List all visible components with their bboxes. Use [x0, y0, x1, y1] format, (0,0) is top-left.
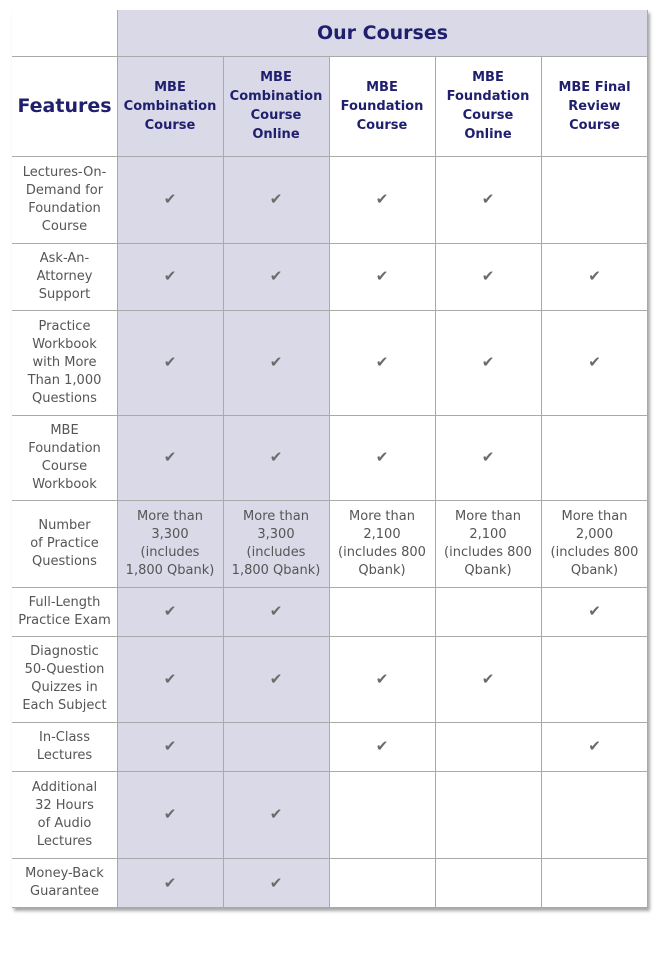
feature-label	[12, 771, 117, 858]
column-divider	[647, 10, 648, 908]
table-cell	[435, 415, 541, 500]
text-line: Demand for	[25, 182, 104, 198]
checkmark-icon: ✔	[588, 353, 601, 371]
text-line: Course	[144, 117, 196, 133]
text-line: 3,300	[257, 526, 295, 542]
row-divider	[12, 722, 648, 723]
table-cell	[117, 722, 223, 771]
page-title: Our Courses	[316, 22, 449, 44]
column-divider	[117, 10, 118, 908]
checkmark-icon: ✔	[163, 873, 177, 892]
checkmark-icon: ✔	[163, 448, 177, 466]
text-line: Course	[569, 117, 620, 133]
cell-text	[338, 508, 426, 580]
row-divider	[12, 858, 648, 859]
text-line: Foundation	[28, 440, 101, 456]
checkmark-icon: ✔	[269, 267, 283, 285]
table-cell	[435, 771, 541, 858]
cell-text	[37, 250, 93, 304]
text-line: Ask-An-	[39, 250, 90, 266]
text-line: More than	[243, 508, 309, 524]
text-line: of Audio	[37, 815, 92, 831]
checkmark-icon: ✔	[375, 448, 389, 466]
text-line: 2,000	[575, 526, 614, 542]
text-line: Quizzes in	[31, 680, 98, 695]
text-line: In-Class	[39, 729, 90, 745]
row-divider	[12, 415, 648, 416]
table-cell	[541, 587, 648, 636]
text-line: Guarantee	[30, 884, 99, 899]
table-cell	[117, 771, 223, 858]
table-cell	[541, 858, 648, 908]
text-line: Course	[41, 218, 88, 234]
checkmark-icon: ✔	[269, 448, 283, 466]
checkmark-icon: ✔	[163, 602, 177, 620]
cell-text	[23, 164, 107, 236]
course-header-3	[329, 56, 435, 156]
table-cell	[329, 587, 435, 636]
text-line: Questions	[32, 390, 97, 406]
text-line: Course	[462, 108, 514, 123]
text-line: Qbank)	[358, 562, 406, 578]
checkmark-icon: ✔	[269, 190, 283, 208]
feature-label	[12, 636, 117, 722]
text-line: Foundation	[446, 89, 530, 104]
table-cell	[329, 310, 435, 415]
cell-text	[25, 865, 104, 901]
text-line: Than 1,000	[27, 372, 102, 388]
cell-text	[32, 779, 97, 851]
table-cell	[541, 771, 648, 858]
table-cell	[117, 500, 223, 587]
feature-label	[12, 722, 117, 771]
text-line: Combination	[229, 89, 323, 104]
table-cell	[223, 415, 329, 500]
row-divider	[12, 500, 648, 501]
text-line: 32 Hours	[35, 797, 94, 813]
text-line: Workbook	[32, 336, 97, 352]
table-cell	[223, 636, 329, 722]
text-line: Attorney	[36, 268, 93, 284]
course-name	[124, 78, 217, 135]
text-line: Combination	[123, 98, 217, 114]
cell-text	[444, 508, 532, 580]
checkmark-icon: ✔	[163, 669, 177, 688]
text-line: Online	[464, 127, 512, 142]
text-line: MBE Final	[558, 79, 631, 95]
text-line: (includes 800	[338, 544, 426, 560]
text-line: Each Subject	[22, 698, 107, 713]
table-cell	[117, 156, 223, 243]
table-cell	[541, 243, 648, 310]
text-line: 1,800 Qbank)	[231, 562, 321, 578]
feature-label	[12, 415, 117, 500]
text-line: Course	[250, 108, 302, 123]
table-cell	[541, 415, 648, 500]
row-divider	[12, 56, 648, 57]
text-line: Diagnostic	[30, 644, 99, 659]
text-line: Practice	[38, 318, 91, 334]
table-cell	[541, 156, 648, 243]
text-line: 3,300	[151, 526, 189, 542]
text-line: Workbook	[32, 476, 97, 492]
table-cell	[329, 771, 435, 858]
text-line: 50-Question	[24, 662, 105, 677]
feature-label	[12, 858, 117, 908]
table-cell	[117, 858, 223, 908]
text-line: with More	[32, 354, 97, 370]
text-line: MBE	[472, 70, 504, 85]
checkmark-icon: ✔	[375, 190, 389, 208]
course-name	[447, 68, 530, 144]
feature-label	[12, 500, 117, 587]
checkmark-icon: ✔	[481, 190, 495, 208]
cell-text	[551, 508, 639, 580]
column-divider	[435, 56, 436, 908]
text-line: Foundation	[340, 98, 424, 114]
text-line: Additional	[31, 779, 98, 795]
column-divider	[329, 56, 330, 908]
table-cell	[117, 636, 223, 722]
checkmark-icon: ✔	[588, 602, 601, 620]
course-header-2	[223, 56, 329, 156]
cell-text	[232, 508, 321, 580]
text-line: (includes	[246, 544, 306, 560]
text-line: Support	[38, 286, 91, 302]
text-line: More than	[455, 508, 521, 524]
table-cell	[329, 243, 435, 310]
text-line: MBE	[50, 422, 79, 438]
checkmark-icon: ✔	[269, 805, 283, 823]
table-cell	[435, 500, 541, 587]
checkmark-icon: ✔	[375, 669, 389, 688]
table-cell	[223, 587, 329, 636]
checkmark-icon: ✔	[481, 448, 495, 466]
checkmark-icon: ✔	[481, 353, 495, 371]
text-line: Lectures-On-	[22, 164, 107, 180]
table-cell	[541, 636, 648, 722]
checkmark-icon: ✔	[588, 737, 601, 755]
course-header-4	[435, 56, 541, 156]
checkmark-icon: ✔	[375, 353, 389, 371]
table-cell	[435, 587, 541, 636]
course-header-5	[541, 56, 648, 156]
comparison-table	[12, 10, 648, 908]
text-line: Full-Length	[28, 594, 101, 610]
checkmark-icon: ✔	[163, 737, 177, 755]
row-divider	[12, 243, 648, 244]
text-line: Qbank)	[464, 562, 512, 578]
row-divider	[12, 156, 648, 157]
table-cell	[435, 636, 541, 722]
text-line: Online	[252, 127, 300, 142]
cell-text	[126, 508, 215, 580]
text-line: (includes	[140, 544, 200, 560]
cell-text	[18, 594, 111, 630]
text-line: More than	[137, 508, 203, 524]
text-line: Qbank)	[570, 562, 619, 578]
checkmark-icon: ✔	[588, 267, 601, 285]
row-divider	[12, 771, 648, 772]
text-line: Lectures	[36, 833, 93, 849]
row-divider	[12, 907, 648, 908]
text-line: (includes 800	[550, 544, 639, 560]
row-divider	[12, 587, 648, 588]
table-cell	[435, 310, 541, 415]
text-line: Foundation	[28, 200, 101, 216]
table-cell	[223, 156, 329, 243]
table-cell	[541, 310, 648, 415]
row-divider	[12, 636, 648, 637]
table-cell	[329, 156, 435, 243]
checkmark-icon: ✔	[269, 353, 283, 371]
checkmark-icon: ✔	[269, 602, 283, 620]
text-line: More than	[561, 508, 628, 524]
course-name	[230, 68, 323, 144]
cell-text	[30, 517, 99, 571]
checkmark-icon: ✔	[269, 873, 283, 892]
checkmark-icon: ✔	[163, 353, 177, 371]
column-divider	[223, 56, 224, 908]
features-header-cell	[12, 56, 117, 156]
text-line: of Practice	[30, 535, 99, 551]
table-cell	[223, 771, 329, 858]
table-cell	[435, 858, 541, 908]
table-cell	[223, 243, 329, 310]
text-line: More than	[349, 508, 415, 524]
table-cell	[329, 858, 435, 908]
checkmark-icon: ✔	[481, 669, 495, 688]
text-line: Questions	[32, 553, 97, 569]
table-cell	[435, 243, 541, 310]
checkmark-icon: ✔	[163, 190, 177, 208]
feature-label	[12, 587, 117, 636]
table-cell	[329, 500, 435, 587]
checkmark-icon: ✔	[163, 267, 177, 285]
cell-text	[22, 643, 106, 715]
text-line: Practice Exam	[18, 612, 111, 628]
course-name	[341, 78, 424, 135]
table-cell	[117, 310, 223, 415]
table-cell	[117, 243, 223, 310]
row-divider	[12, 310, 648, 311]
checkmark-icon: ✔	[375, 737, 389, 755]
table-cell	[329, 415, 435, 500]
course-header-1	[117, 56, 223, 156]
feature-label	[12, 243, 117, 310]
feature-label	[12, 156, 117, 243]
table-cell	[435, 722, 541, 771]
course-name	[558, 78, 630, 135]
table-cell	[435, 156, 541, 243]
cell-text	[28, 318, 102, 408]
courses-header-band	[117, 10, 648, 56]
table-cell	[223, 722, 329, 771]
text-line: 2,100	[469, 526, 507, 542]
text-line: Course	[356, 117, 408, 133]
text-line: 2,100	[363, 526, 401, 542]
table-cell	[223, 858, 329, 908]
table-cell	[329, 722, 435, 771]
column-divider	[541, 56, 542, 908]
table-cell	[329, 636, 435, 722]
table-cell	[223, 500, 329, 587]
table-cell	[117, 587, 223, 636]
text-line: 1,800 Qbank)	[125, 562, 215, 578]
text-line: Money-Back	[25, 866, 104, 881]
checkmark-icon: ✔	[269, 669, 283, 688]
table-cell	[541, 722, 648, 771]
text-line: MBE	[366, 79, 398, 95]
text-line: MBE	[154, 79, 186, 95]
table-cell	[541, 500, 648, 587]
text-line: MBE	[260, 70, 292, 85]
text-line: Number	[38, 517, 91, 533]
table-cell	[223, 310, 329, 415]
features-label: Features	[17, 95, 112, 117]
text-line: Review	[568, 98, 621, 114]
text-line: (includes 800	[444, 544, 532, 560]
feature-label	[12, 310, 117, 415]
text-line: Lectures	[36, 747, 93, 763]
checkmark-icon: ✔	[163, 805, 177, 823]
checkmark-icon: ✔	[481, 267, 495, 285]
text-line: Course	[41, 458, 88, 474]
checkmark-icon: ✔	[375, 267, 389, 285]
table-cell	[117, 415, 223, 500]
cell-text	[28, 422, 101, 494]
cell-text	[37, 729, 92, 765]
